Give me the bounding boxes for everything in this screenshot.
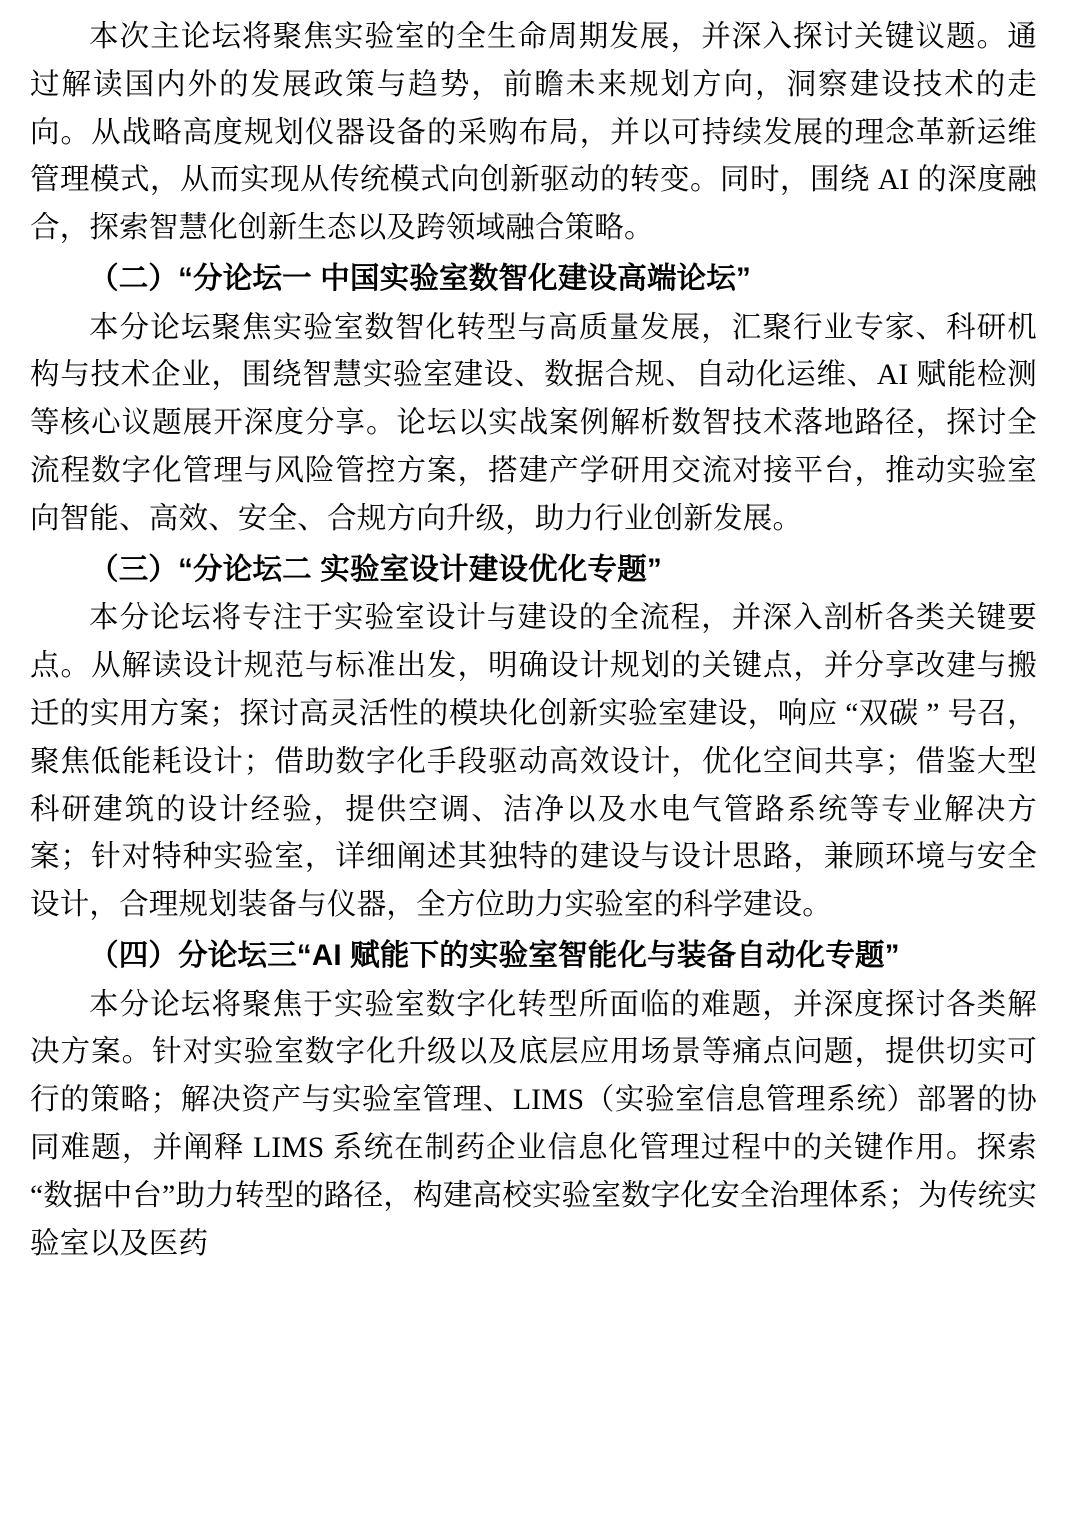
paragraph-sub-forum-three-body: 本分论坛将聚焦于实验室数字化转型所面临的难题，并深度探讨各类解决方案。针对实验室数字化升级以及底层应用场景等痛点问题，提供切实可行的策略；解决资产与实验室管理、LIMS（实验室信息管理系统）部署的协同难题，并阐释 LIMS 系统在制药企业信息化管理过程中的关键作用。探索 “数据中台”助力转型的路径，构建高校实验室数字化安全治理体系；为传统实验室以及医药	[30, 988, 1037, 1260]
heading-sub-forum-three: （四）分论坛三“AI 赋能下的实验室智能化与装备自动化专题”	[89, 938, 900, 972]
paragraph-main-forum-intro: 本次主论坛将聚焦实验室的全生命周期发展，并深入探讨关键议题。通过解读国内外的发展政策与趋势，前瞻未来规划方向，洞察建设技术的走向。从战略高度规划仪器设备的采购布局，并以可持续发展的理念革新运维管理模式，从而实现从传统模式向创新驱动的转变。同时，围绕 AI 的深度融合，探索智慧化创新生态以及跨领域融合策略。	[30, 21, 1037, 245]
paragraph-sub-forum-one-body: 本分论坛聚焦实验室数智化转型与高质量发展，汇聚行业专家、科研机构与技术企业，围绕智慧实验室建设、数据合规、自动化运维、AI 赋能检测等核心议题展开深度分享。论坛以实战案例解析数智技术落地路径，探讨全流程数字化管理与风险管控方案，搭建产学研用交流对接平台，推动实验室向智能、高效、安全、合规方向升级，助力行业创新发展。	[30, 311, 1037, 535]
heading-sub-forum-one: （二）“分论坛一 中国实验室数智化建设高端论坛”	[89, 261, 751, 295]
heading-sub-forum-two: （三）“分论坛二 实验室设计建设优化专题”	[89, 552, 662, 586]
paragraph-sub-forum-two-body: 本分论坛将专注于实验室设计与建设的全流程，并深入剖析各类关键要点。从解读设计规范与标准出发，明确设计规划的关键点，并分享改建与搬迁的实用方案；探讨高灵活性的模块化创新实验室建设，响应 “双碳 ” 号召，聚焦低能耗设计；借助数字化手段驱动高效设计，优化空间共享；借鉴大型科研建筑的设计经验，提供空调、洁净以及水电气管路系统等专业解决方案；针对特种实验室，详细阐述其独特的建设与设计思路，兼顾环境与安全设计，合理规划装备与仪器，全方位助力实验室的科学建设。	[30, 602, 1037, 922]
